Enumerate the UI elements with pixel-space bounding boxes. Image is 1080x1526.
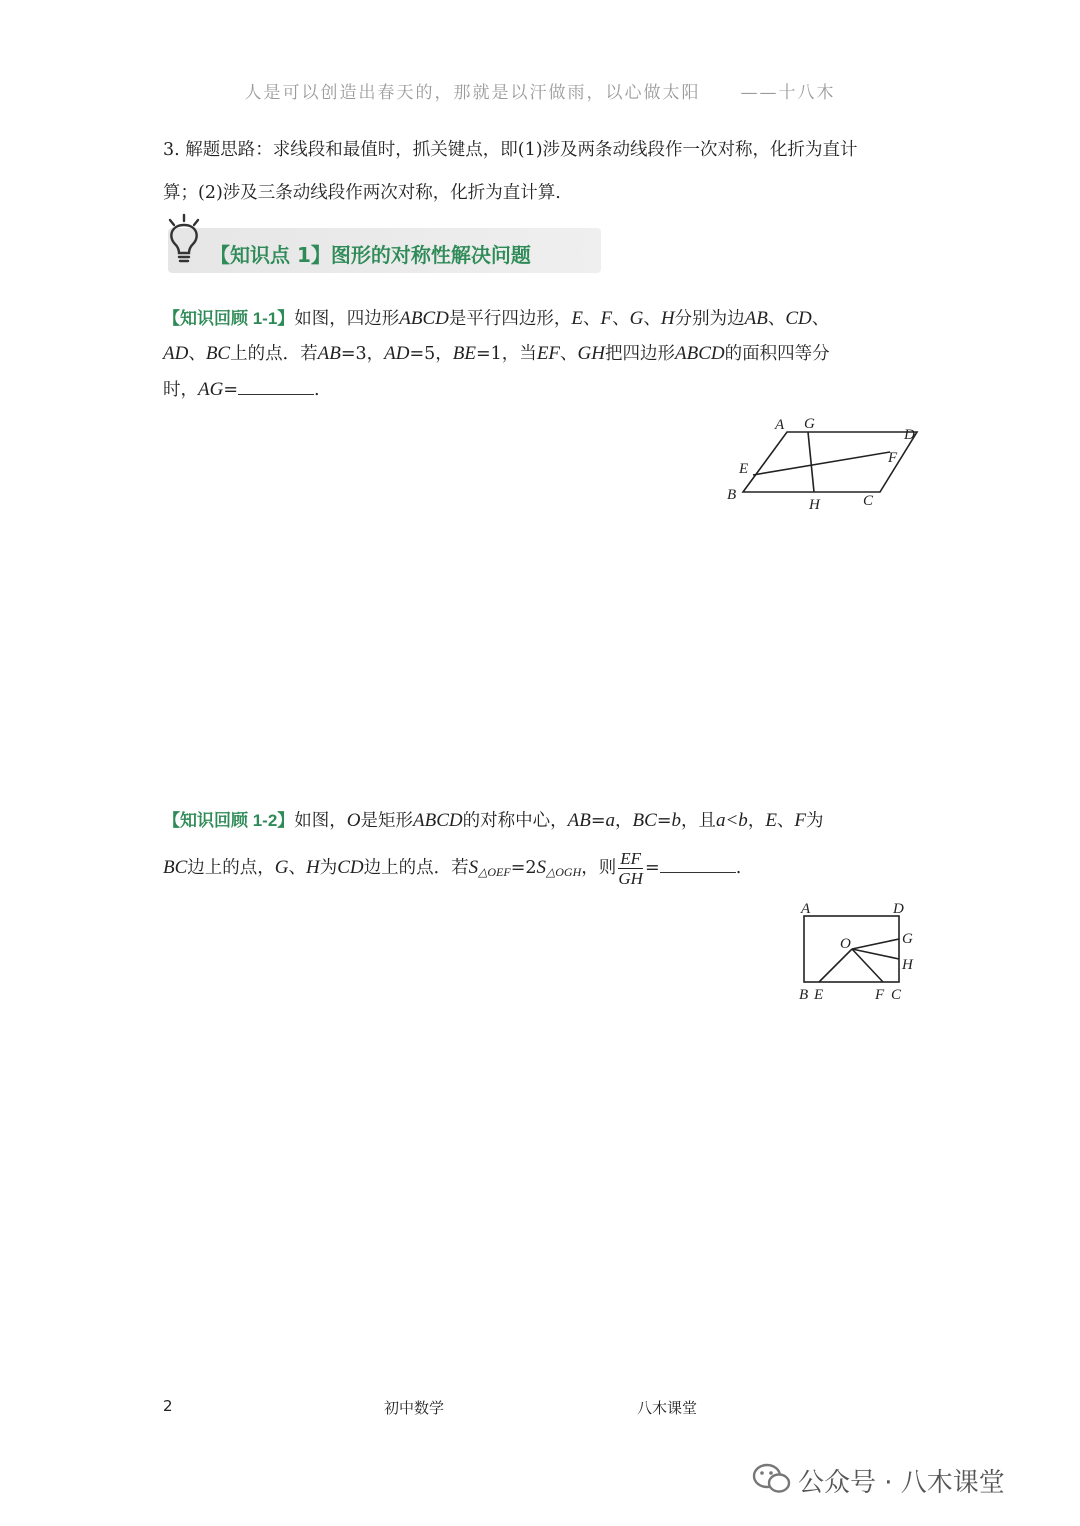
- label-G: G: [902, 931, 913, 947]
- figure-rectangle: [795, 896, 925, 1006]
- p1-sep: 、: [612, 309, 630, 329]
- p1-text: 把四边形: [604, 344, 675, 364]
- label-C: C: [891, 987, 902, 1003]
- p2-sub-OEF: △OEF: [478, 865, 511, 879]
- p2-sep: 、: [776, 811, 795, 831]
- motto-author: ——十八木: [740, 83, 836, 103]
- problem1-line-3: [163, 380, 320, 400]
- figure-parallelogram: [720, 410, 930, 515]
- p1-eq: =1，当: [476, 344, 537, 364]
- lightbulb-icon: [160, 212, 208, 270]
- p1-text: 上的点．若: [230, 344, 318, 364]
- p1-text: 如图，四边形: [294, 309, 400, 329]
- p2-F: F: [794, 810, 807, 831]
- label-H: H: [902, 957, 913, 973]
- problem2-line-2: [163, 848, 741, 892]
- p1-GH: GH: [577, 343, 605, 364]
- p2-text: ，则: [581, 858, 617, 878]
- segment-OG: [852, 939, 899, 949]
- p2-text: ，: [615, 811, 633, 831]
- p1-ABCD: ABCD: [399, 308, 449, 329]
- label-B: B: [727, 487, 737, 503]
- p1-sep: 、: [560, 344, 578, 364]
- p2-text: 如图，: [294, 811, 347, 831]
- p1-AG: AG: [198, 379, 224, 400]
- p2-period: .: [735, 858, 742, 878]
- p1-eq: =5，: [409, 344, 453, 364]
- answer-blank-2[interactable]: [660, 858, 736, 873]
- p2-sub-OGH: △OGH: [546, 865, 582, 879]
- p1-CD: CD: [785, 308, 812, 329]
- intro-line-1: 3. 解题思路：求线段和最值时，抓关键点，即(1)涉及两条动线段作一次对称，化折为直计: [163, 140, 858, 160]
- p2-S: S: [468, 857, 479, 878]
- p2-eq: =: [656, 811, 672, 831]
- p2-text: 为: [319, 858, 338, 878]
- p1-text: 分别为边: [674, 309, 745, 329]
- p2-b: b: [671, 810, 681, 831]
- p2-eq: =2: [510, 858, 537, 878]
- label-D: D: [893, 901, 904, 917]
- segment-OE: [819, 949, 852, 982]
- p2-E: E: [765, 810, 777, 831]
- p1-eq: =: [223, 380, 238, 400]
- fraction-EF-GH: [618, 849, 643, 888]
- p2-eq: =: [645, 858, 660, 878]
- p1-EF: EF: [536, 343, 561, 364]
- p2-ineq: a<b: [715, 810, 748, 831]
- p2-AB: AB: [567, 810, 591, 831]
- p1-AD: AD: [163, 343, 189, 364]
- problem1-line-1: [163, 309, 829, 329]
- p2-text: ，且: [680, 811, 716, 831]
- problem2-label: 【知识回顾 1-2】: [163, 811, 295, 830]
- p2-text: 是矩形: [360, 811, 414, 831]
- p2-H: H: [306, 857, 320, 878]
- p1-BC: BC: [205, 343, 231, 364]
- wechat-icon: [752, 1462, 792, 1496]
- p1-text: 的面积四等分: [724, 344, 830, 364]
- p1-AD: AD: [384, 343, 410, 364]
- p1-sep: 、: [188, 344, 206, 364]
- watermark-text: 公众号 · 八木课堂: [798, 1468, 1005, 1498]
- p2-BC: BC: [632, 810, 657, 831]
- footer-subject: 初中数学: [384, 1399, 445, 1417]
- answer-blank-1[interactable]: [238, 380, 314, 395]
- label-O: O: [840, 936, 851, 952]
- p2-S: S: [536, 857, 547, 878]
- p1-E: E: [571, 308, 584, 329]
- p2-text: 为: [806, 811, 824, 831]
- label-D: D: [904, 427, 915, 443]
- label-A: A: [775, 417, 785, 433]
- p1-G: G: [629, 308, 644, 329]
- p1-F: F: [600, 308, 613, 329]
- p2-text: 的对称中心，: [462, 811, 568, 831]
- fraction-denominator: GH: [618, 869, 643, 888]
- p2-BC: BC: [163, 857, 188, 878]
- label-C: C: [863, 493, 874, 509]
- p1-sep: 、: [583, 309, 601, 329]
- label-E: E: [814, 987, 824, 1003]
- p1-sep: 、: [767, 309, 786, 329]
- motto-text: 人是可以创造出春天的，那就是以汗做雨，以心做太阳: [244, 83, 701, 103]
- problem1-label: 【知识回顾 1-1】: [163, 309, 295, 328]
- label-E: E: [739, 461, 749, 477]
- p1-text: 是平行四边形，: [448, 309, 572, 329]
- p1-AB: AB: [317, 343, 341, 364]
- problem2-line-1: [163, 811, 824, 831]
- label-H: H: [809, 497, 820, 513]
- p1-AB: AB: [744, 308, 768, 329]
- segment-EF: [753, 452, 890, 475]
- header-motto: [0, 78, 1080, 103]
- label-F: F: [888, 450, 898, 466]
- problem1-line-2: [163, 344, 830, 364]
- footer-brand: 八木课堂: [637, 1399, 698, 1417]
- p1-eq: =3，: [340, 344, 385, 364]
- fraction-numerator: EF: [620, 849, 642, 868]
- p1-BE: BE: [452, 343, 476, 364]
- label-G: G: [804, 416, 815, 432]
- p1-period: .: [314, 380, 320, 400]
- p1-text: 时，: [163, 380, 198, 400]
- p2-a: a: [605, 810, 616, 831]
- p2-G: G: [274, 857, 289, 878]
- label-B: B: [799, 987, 809, 1003]
- knowledge-point-title: 【知识点 1】图形的对称性解决问题: [210, 243, 531, 267]
- p1-sep: 、: [811, 309, 830, 329]
- intro-line-2: 算；(2)涉及三条动线段作两次对称，化折为直计算.: [163, 183, 561, 203]
- label-A: A: [801, 901, 811, 917]
- segment-GH: [808, 432, 814, 492]
- p2-text: 边上的点，: [187, 858, 275, 878]
- p1-ABCD: ABCD: [674, 343, 725, 364]
- p2-text: ，: [747, 811, 766, 831]
- p1-sep: 、: [643, 309, 661, 329]
- p2-O: O: [346, 810, 361, 831]
- p2-ABCD: ABCD: [413, 810, 463, 831]
- p2-sep: 、: [288, 858, 307, 878]
- p2-CD: CD: [337, 857, 364, 878]
- label-F: F: [875, 987, 885, 1003]
- p2-text: 边上的点．若: [363, 858, 469, 878]
- p2-eq: =: [590, 811, 606, 831]
- page-number: 2: [163, 1397, 173, 1415]
- p1-H: H: [660, 308, 675, 329]
